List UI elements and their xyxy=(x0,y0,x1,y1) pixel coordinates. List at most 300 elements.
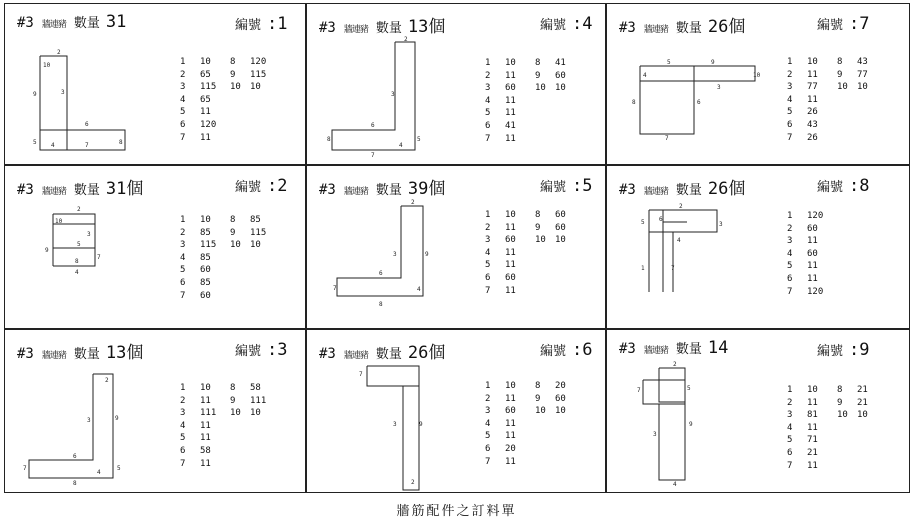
length-entry: 120 xyxy=(807,286,824,297)
segment-label: 2 xyxy=(411,199,415,206)
segment-label: 9 xyxy=(33,91,37,98)
length-entry: 1 xyxy=(787,57,793,67)
segment-label: 7 xyxy=(637,387,641,394)
order-cell xyxy=(4,165,306,329)
length-entry: 1 xyxy=(787,211,793,221)
length-entry: 10 xyxy=(230,82,241,93)
length-row xyxy=(787,119,887,132)
length-entry: 10 xyxy=(200,383,211,393)
length-row xyxy=(485,393,585,406)
segment-label: 7 xyxy=(359,371,363,378)
length-entry: 11 xyxy=(505,247,516,258)
length-entry: 4 xyxy=(485,95,491,106)
length-entry: 3 xyxy=(787,236,793,247)
length-entry: 1 xyxy=(485,210,491,220)
length-row xyxy=(180,395,280,408)
length-row xyxy=(485,443,585,456)
segment-label: 6 xyxy=(379,270,383,277)
length-entry: 11 xyxy=(505,133,516,144)
quantity-value: 13個 xyxy=(105,343,144,363)
length-row xyxy=(485,120,585,133)
segment-label: 9 xyxy=(115,415,119,422)
length-entry: 4 xyxy=(485,418,491,429)
segment-label: 7 xyxy=(371,152,375,159)
length-entry: 11 xyxy=(505,260,516,271)
length-row xyxy=(787,273,887,286)
length-entry: 11 xyxy=(807,422,818,433)
bar-mark: #3 xyxy=(17,15,34,31)
length-row xyxy=(180,69,280,82)
length-list xyxy=(485,57,585,145)
length-entry: 6 xyxy=(485,272,491,283)
length-row xyxy=(787,81,887,94)
segment-label: 8 xyxy=(632,99,636,106)
length-entry: 2 xyxy=(787,223,793,234)
length-list xyxy=(485,380,585,468)
length-row xyxy=(787,422,887,435)
length-row xyxy=(787,434,887,447)
length-entry: 20 xyxy=(505,443,516,454)
part-name: 牆連豬 xyxy=(343,187,368,197)
length-entry: 11 xyxy=(505,418,516,429)
length-row xyxy=(180,420,280,433)
length-entry: 11 xyxy=(807,94,818,105)
order-cell xyxy=(306,165,606,329)
length-entry: 3 xyxy=(485,406,491,417)
length-entry: 4 xyxy=(787,422,793,433)
length-entry: 60 xyxy=(505,272,516,283)
rebar-outline xyxy=(659,404,685,480)
quantity-label: 數量 xyxy=(675,183,702,198)
length-list xyxy=(180,56,280,144)
length-row xyxy=(787,460,887,473)
segment-label: 1 xyxy=(641,265,645,272)
length-entry: 58 xyxy=(200,445,211,456)
length-entry: 4 xyxy=(180,94,186,105)
length-entry: 4 xyxy=(787,248,793,259)
segment-label: 4 xyxy=(673,481,677,488)
length-entry: 1 xyxy=(180,57,186,67)
length-entry: 5 xyxy=(180,265,186,276)
rebar-outline xyxy=(640,66,694,134)
bar-mark: #3 xyxy=(319,182,336,198)
length-entry: 10 xyxy=(535,235,546,246)
length-entry: 11 xyxy=(807,69,818,80)
length-entry: 2 xyxy=(787,397,793,408)
segment-label: 7 xyxy=(23,465,27,472)
quantity-value: 26個 xyxy=(407,343,446,363)
length-row xyxy=(787,132,887,145)
part-name: 牆連豬 xyxy=(643,346,668,356)
length-entry: 10 xyxy=(555,235,566,246)
order-cell xyxy=(306,3,606,165)
segment-label: 6 xyxy=(659,216,663,223)
quantity-value: 14 xyxy=(707,338,729,358)
length-entry: 11 xyxy=(200,420,211,431)
rebar-outline xyxy=(367,366,419,490)
length-entry: 43 xyxy=(857,57,868,67)
length-entry: 7 xyxy=(787,132,793,143)
segment-label: 5 xyxy=(667,59,671,66)
length-entry: 11 xyxy=(807,397,818,408)
length-entry: 11 xyxy=(807,460,818,471)
rebar-outline xyxy=(332,42,415,150)
length-row xyxy=(485,222,585,235)
length-row xyxy=(787,69,887,82)
length-row xyxy=(180,458,280,471)
length-entry: 11 xyxy=(807,236,818,247)
length-entry: 60 xyxy=(505,406,516,417)
length-row xyxy=(180,382,280,395)
length-row xyxy=(485,430,585,443)
length-entry: 11 xyxy=(505,393,516,404)
quantity-label: 數量 xyxy=(375,21,402,36)
length-list xyxy=(180,382,280,470)
length-entry: 7 xyxy=(787,286,793,297)
length-row xyxy=(485,456,585,469)
length-entry: 5 xyxy=(485,108,491,119)
length-row xyxy=(485,57,585,70)
length-row xyxy=(485,405,585,418)
quantity-value: 26個 xyxy=(707,17,746,37)
length-entry: 7 xyxy=(485,285,491,296)
length-row xyxy=(180,432,280,445)
length-entry: 6 xyxy=(787,273,793,284)
rebar-outline xyxy=(29,374,113,478)
quantity-label: 數量 xyxy=(375,183,402,198)
length-entry: 10 xyxy=(230,240,241,251)
length-entry: 3 xyxy=(485,83,491,94)
length-entry: 3 xyxy=(180,82,186,93)
length-entry: 120 xyxy=(807,211,824,221)
length-entry: 85 xyxy=(200,277,211,288)
segment-label: 3 xyxy=(717,84,721,91)
length-entry: 5 xyxy=(485,431,491,442)
length-row xyxy=(485,380,585,393)
rebar-outline xyxy=(640,66,755,81)
part-name: 牆連豬 xyxy=(643,187,668,197)
length-entry: 60 xyxy=(505,235,516,246)
length-entry: 5 xyxy=(787,435,793,446)
length-entry: 21 xyxy=(857,385,868,395)
segment-label: 5 xyxy=(77,241,81,248)
length-entry: 11 xyxy=(807,273,818,284)
length-row xyxy=(787,397,887,410)
number-label: 編號 xyxy=(817,344,844,359)
segment-label: 9 xyxy=(45,247,49,254)
segment-label: 10 xyxy=(55,218,63,225)
segment-label: 5 xyxy=(687,385,691,392)
length-entry: 2 xyxy=(485,222,491,233)
segment-label: 7 xyxy=(671,265,675,272)
length-entry: 11 xyxy=(807,261,818,272)
length-entry: 5 xyxy=(180,107,186,118)
bar-mark: #3 xyxy=(319,20,336,36)
length-entry: 10 xyxy=(200,215,211,225)
length-row xyxy=(180,119,280,132)
number-value: :4 xyxy=(572,14,593,34)
order-cell xyxy=(606,329,910,493)
segment-label: 3 xyxy=(87,231,91,238)
length-row xyxy=(787,260,887,273)
length-entry: 10 xyxy=(837,82,848,93)
length-entry: 8 xyxy=(230,383,236,393)
length-row xyxy=(787,235,887,248)
length-row xyxy=(485,418,585,431)
length-entry: 11 xyxy=(505,222,516,233)
length-list xyxy=(485,209,585,297)
length-row xyxy=(180,214,280,227)
length-entry: 5 xyxy=(787,107,793,118)
segment-label: 8 xyxy=(327,136,331,143)
length-entry: 10 xyxy=(230,408,241,419)
length-entry: 8 xyxy=(535,381,541,391)
segment-label: 2 xyxy=(404,36,408,43)
length-entry: 4 xyxy=(180,252,186,263)
length-row xyxy=(180,132,280,145)
length-entry: 11 xyxy=(200,433,211,444)
length-entry: 5 xyxy=(787,261,793,272)
segment-label: 7 xyxy=(85,142,89,149)
rebar-outline xyxy=(53,248,95,266)
number-label: 編號 xyxy=(540,180,567,195)
length-entry: 7 xyxy=(485,133,491,144)
length-row xyxy=(180,277,280,290)
quantity-label: 數量 xyxy=(675,21,702,36)
order-cell xyxy=(606,3,910,165)
length-entry: 1 xyxy=(485,58,491,68)
part-name: 牆連豬 xyxy=(41,351,66,361)
segment-label: 3 xyxy=(719,221,723,228)
length-row xyxy=(485,272,585,285)
length-row xyxy=(180,56,280,69)
length-entry: 11 xyxy=(505,456,516,467)
length-entry: 10 xyxy=(807,57,818,67)
rebar-outline xyxy=(40,56,67,150)
quantity-value: 31 xyxy=(105,12,127,32)
length-entry: 11 xyxy=(505,70,516,81)
length-entry: 65 xyxy=(200,94,211,105)
segment-label: 2 xyxy=(679,203,683,210)
length-entry: 2 xyxy=(485,70,491,81)
length-row xyxy=(485,247,585,260)
length-entry: 85 xyxy=(200,252,211,263)
length-entry: 4 xyxy=(485,247,491,258)
rebar-outline xyxy=(643,380,685,404)
length-row xyxy=(485,107,585,120)
segment-label: 9 xyxy=(419,421,423,428)
length-entry: 115 xyxy=(200,240,217,251)
length-row xyxy=(787,384,887,397)
length-entry: 11 xyxy=(505,431,516,442)
number-label: 編號 xyxy=(235,344,262,359)
length-row xyxy=(485,82,585,95)
rebar-outline xyxy=(659,368,685,402)
length-entry: 2 xyxy=(180,227,186,238)
length-entry: 10 xyxy=(535,83,546,94)
length-entry: 10 xyxy=(807,385,818,395)
length-row xyxy=(180,445,280,458)
segment-label: 8 xyxy=(379,301,383,308)
length-entry: 11 xyxy=(505,108,516,119)
length-entry: 11 xyxy=(505,285,516,296)
length-row xyxy=(485,95,585,108)
length-row xyxy=(180,252,280,265)
bar-mark: #3 xyxy=(319,346,336,362)
length-entry: 2 xyxy=(180,69,186,80)
length-row xyxy=(485,259,585,272)
segment-label: 4 xyxy=(75,269,79,276)
length-entry: 10 xyxy=(250,408,261,419)
number-value: :7 xyxy=(849,14,870,34)
number-value: :6 xyxy=(572,340,593,360)
bar-mark: #3 xyxy=(17,182,34,198)
length-entry: 3 xyxy=(180,240,186,251)
length-entry: 11 xyxy=(200,395,211,406)
length-row xyxy=(485,234,585,247)
length-entry: 41 xyxy=(505,120,516,131)
length-entry: 10 xyxy=(505,58,516,68)
length-entry: 120 xyxy=(250,57,267,67)
length-entry: 9 xyxy=(837,69,843,80)
segment-label: 6 xyxy=(85,121,89,128)
length-entry: 10 xyxy=(857,82,868,93)
length-entry: 9 xyxy=(230,395,236,406)
order-cell xyxy=(4,3,306,165)
length-entry: 60 xyxy=(200,265,211,276)
segment-label: 3 xyxy=(61,89,65,96)
number-value: :1 xyxy=(267,14,288,34)
segment-label: 8 xyxy=(75,258,79,265)
length-entry: 11 xyxy=(505,95,516,106)
number-label: 編號 xyxy=(235,18,262,33)
length-entry: 60 xyxy=(200,290,211,301)
length-entry: 7 xyxy=(485,456,491,467)
segment-label: 7 xyxy=(333,285,337,292)
length-entry: 26 xyxy=(807,107,818,118)
segment-label: 3 xyxy=(87,417,91,424)
length-row xyxy=(787,409,887,422)
segment-label: 3 xyxy=(393,421,397,428)
length-list xyxy=(787,56,887,144)
length-entry: 10 xyxy=(837,410,848,421)
order-cell xyxy=(4,329,306,493)
length-entry: 41 xyxy=(555,58,566,68)
length-entry: 8 xyxy=(837,57,843,67)
segment-label: 10 xyxy=(753,72,761,79)
length-entry: 60 xyxy=(555,222,566,233)
length-entry: 4 xyxy=(180,420,186,431)
length-entry: 10 xyxy=(505,381,516,391)
length-entry: 2 xyxy=(180,395,186,406)
length-entry: 7 xyxy=(180,132,186,143)
length-entry: 10 xyxy=(250,82,261,93)
quantity-label: 數量 xyxy=(73,16,100,31)
segment-label: 9 xyxy=(689,421,693,428)
segment-label: 4 xyxy=(643,72,647,79)
length-entry: 2 xyxy=(485,393,491,404)
quantity-label: 數量 xyxy=(73,347,100,362)
length-row xyxy=(787,56,887,69)
segment-label: 6 xyxy=(697,99,701,106)
length-entry: 3 xyxy=(787,82,793,93)
bar-mark: #3 xyxy=(619,182,636,198)
part-name: 牆連豬 xyxy=(41,187,66,197)
length-entry: 8 xyxy=(535,210,541,220)
length-entry: 11 xyxy=(200,107,211,118)
length-entry: 7 xyxy=(180,290,186,301)
segment-label: 4 xyxy=(51,142,55,149)
length-entry: 6 xyxy=(180,119,186,130)
part-name: 牆連豬 xyxy=(343,25,368,35)
length-entry: 10 xyxy=(857,410,868,421)
length-row xyxy=(787,94,887,107)
length-entry: 1 xyxy=(787,385,793,395)
segment-label: 2 xyxy=(105,377,109,384)
segment-label: 5 xyxy=(33,139,37,146)
length-entry: 10 xyxy=(555,83,566,94)
length-entry: 9 xyxy=(535,70,541,81)
length-entry: 10 xyxy=(200,57,211,67)
length-entry: 81 xyxy=(807,410,818,421)
length-entry: 60 xyxy=(555,393,566,404)
segment-label: 5 xyxy=(641,219,645,226)
rebar-outline xyxy=(337,206,423,296)
quantity-value: 31個 xyxy=(105,179,144,199)
length-entry: 9 xyxy=(837,397,843,408)
length-row xyxy=(485,209,585,222)
length-entry: 6 xyxy=(180,445,186,456)
length-entry: 7 xyxy=(180,458,186,469)
length-row xyxy=(787,248,887,261)
length-entry: 11 xyxy=(200,458,211,469)
bar-mark: #3 xyxy=(17,346,34,362)
length-entry: 9 xyxy=(535,222,541,233)
length-entry: 115 xyxy=(200,82,217,93)
length-entry: 11 xyxy=(200,132,211,143)
order-cell xyxy=(306,329,606,493)
length-entry: 58 xyxy=(250,383,261,393)
length-row xyxy=(787,223,887,236)
bar-mark: #3 xyxy=(619,20,636,36)
order-cell xyxy=(606,165,910,329)
number-value: :5 xyxy=(572,176,593,196)
segment-label: 4 xyxy=(677,237,681,244)
length-row xyxy=(485,133,585,146)
number-label: 編號 xyxy=(817,18,844,33)
length-entry: 65 xyxy=(200,69,211,80)
length-row xyxy=(180,407,280,420)
number-value: :8 xyxy=(849,176,870,196)
number-label: 編號 xyxy=(540,18,567,33)
length-row xyxy=(180,227,280,240)
length-entry: 85 xyxy=(250,215,261,225)
length-row xyxy=(180,264,280,277)
segment-label: 4 xyxy=(417,286,421,293)
segment-label: 3 xyxy=(393,251,397,258)
length-entry: 9 xyxy=(230,69,236,80)
segment-label: 7 xyxy=(97,254,101,261)
length-row xyxy=(787,286,887,299)
length-row xyxy=(180,290,280,303)
quantity-value: 26個 xyxy=(707,179,746,199)
segment-label: 9 xyxy=(711,59,715,66)
length-row xyxy=(787,106,887,119)
segment-label: 8 xyxy=(119,139,123,146)
length-entry: 10 xyxy=(505,210,516,220)
length-entry: 5 xyxy=(485,260,491,271)
length-row xyxy=(787,210,887,223)
